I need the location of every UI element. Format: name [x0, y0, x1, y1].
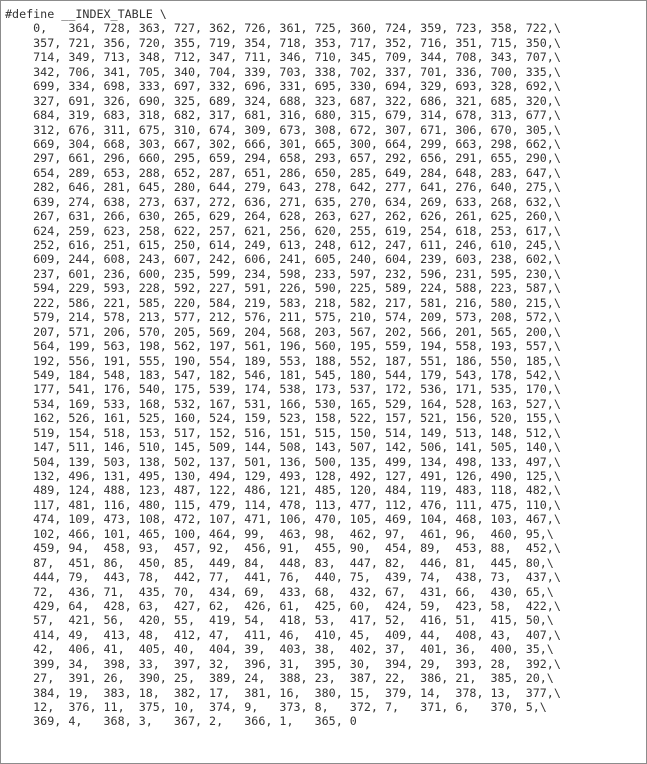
code-line: 132, 496, 131, 495, 130, 494, 129, 493, 128, 492, 127, 491, 126, 490, 125,\: [5, 469, 561, 483]
code-line: 207, 571, 206, 570, 205, 569, 204, 568, 203, 567, 202, 566, 201, 565, 200,\: [5, 324, 561, 339]
code-line: 87, 451, 86, 450, 85, 449, 84, 448, 83, 447, 82, 446, 81, 445, 80,\: [5, 555, 554, 570]
code-line: 162, 526, 161, 525, 160, 524, 159, 523, 158, 522, 157, 521, 156, 520, 155,\: [5, 411, 561, 426]
code-line: 12, 376, 11, 375, 10, 374, 9, 373, 8, 372, 7, 371, 6, 370, 5,\: [5, 700, 547, 714]
code-line: 252, 616, 251, 615, 250, 614, 249, 613, 248, 612, 247, 611, 246, 610, 245,\: [5, 238, 561, 252]
code-line: 0, 364, 728, 363, 727, 362, 726, 361, 725, 360, 724, 359, 723, 358, 722,\: [5, 21, 561, 36]
code-line: 312, 676, 311, 675, 310, 674, 309, 673, 308, 672, 307, 671, 306, 670, 305,\: [5, 122, 561, 137]
code-line: 102, 466, 101, 465, 100, 464, 99, 463, 98, 462, 97, 461, 96, 460, 95,\: [5, 526, 554, 541]
code-line: 489, 124, 488, 123, 487, 122, 486, 121, 485, 120, 484, 119, 483, 118, 482,\: [5, 483, 561, 498]
code-line: 669, 304, 668, 303, 667, 302, 666, 301, 665, 300, 664, 299, 663, 298, 662,\: [5, 136, 561, 151]
code-line: 474, 109, 473, 108, 472, 107, 471, 106, 470, 105, 469, 104, 468, 103, 467,\: [5, 512, 561, 527]
code-line: 534, 169, 533, 168, 532, 167, 531, 166, 530, 165, 529, 164, 528, 163, 527,\: [5, 396, 561, 411]
code-line: 327, 691, 326, 690, 325, 689, 324, 688, 323, 687, 322, 686, 321, 685, 320,\: [5, 93, 561, 108]
code-line: 27, 391, 26, 390, 25, 389, 24, 388, 23, 387, 22, 386, 21, 385, 20,\: [5, 671, 554, 686]
code-line: 177, 541, 176, 540, 175, 539, 174, 538, 173, 537, 172, 536, 171, 535, 170,\: [5, 382, 561, 397]
code-line: 72, 436, 71, 435, 70, 434, 69, 433, 68, 432, 67, 431, 66, 430, 65,\: [5, 584, 554, 599]
code-line: 459, 94, 458, 93, 457, 92, 456, 91, 455, 90, 454, 89, 453, 88, 452,\: [5, 541, 561, 556]
code-line: 237, 601, 236, 600, 235, 599, 234, 598, 233, 597, 232, 596, 231, 595, 230,\: [5, 266, 561, 281]
code-line: 504, 139, 503, 138, 502, 137, 501, 136, 500, 135, 499, 134, 498, 133, 497,\: [5, 454, 561, 469]
code-line: 117, 481, 116, 480, 115, 479, 114, 478, 113, 477, 112, 476, 111, 475, 110,\: [5, 497, 561, 512]
code-line: 222, 586, 221, 585, 220, 584, 219, 583, 218, 582, 217, 581, 216, 580, 215,\: [5, 295, 561, 310]
code-line: 519, 154, 518, 153, 517, 152, 516, 151, 515, 150, 514, 149, 513, 148, 512,\: [5, 425, 561, 440]
code-line: 399, 34, 398, 33, 397, 32, 396, 31, 395, 30, 394, 29, 393, 28, 392,\: [5, 656, 561, 671]
code-line: 609, 244, 608, 243, 607, 242, 606, 241, 605, 240, 604, 239, 603, 238, 602,\: [5, 252, 561, 267]
code-line: 192, 556, 191, 555, 190, 554, 189, 553, 188, 552, 187, 551, 186, 550, 185,\: [5, 353, 561, 368]
code-line: 147, 511, 146, 510, 145, 509, 144, 508, 143, 507, 142, 506, 141, 505, 140,\: [5, 440, 561, 455]
code-line: 384, 19, 383, 18, 382, 17, 381, 16, 380, 15, 379, 14, 378, 13, 377,\: [5, 685, 561, 700]
code-line: 414, 49, 413, 48, 412, 47, 411, 46, 410, 45, 409, 44, 408, 43, 407,\: [5, 627, 561, 642]
code-line: 267, 631, 266, 630, 265, 629, 264, 628, 263, 627, 262, 626, 261, 625, 260,\: [5, 209, 561, 224]
code-line: 579, 214, 578, 213, 577, 212, 576, 211, 575, 210, 574, 209, 573, 208, 572,\: [5, 310, 561, 325]
code-line: 444, 79, 443, 78, 442, 77, 441, 76, 440, 75, 439, 74, 438, 73, 437,\: [5, 570, 561, 585]
define-directive-line: #define __INDEX_TABLE \: [5, 7, 167, 21]
code-line: 564, 199, 563, 198, 562, 197, 561, 196, 560, 195, 559, 194, 558, 193, 557,\: [5, 339, 561, 354]
code-line: 639, 274, 638, 273, 637, 272, 636, 271, 635, 270, 634, 269, 633, 268, 632,\: [5, 194, 561, 209]
code-line: 42, 406, 41, 405, 40, 404, 39, 403, 38, 402, 37, 401, 36, 400, 35,\: [5, 642, 554, 657]
code-line: 624, 259, 623, 258, 622, 257, 621, 256, 620, 255, 619, 254, 618, 253, 617,\: [5, 223, 561, 238]
code-line: 699, 334, 698, 333, 697, 332, 696, 331, 695, 330, 694, 329, 693, 328, 692,\: [5, 79, 561, 94]
code-line: 282, 646, 281, 645, 280, 644, 279, 643, 278, 642, 277, 641, 276, 640, 275,\: [5, 180, 561, 195]
code-line: 357, 721, 356, 720, 355, 719, 354, 718, 353, 717, 352, 716, 351, 715, 350,\: [5, 35, 561, 50]
code-line: 342, 706, 341, 705, 340, 704, 339, 703, 338, 702, 337, 701, 336, 700, 335,\: [5, 64, 561, 79]
code-line: 57, 421, 56, 420, 55, 419, 54, 418, 53, 417, 52, 416, 51, 415, 50,\: [5, 613, 554, 628]
code-line: 549, 184, 548, 183, 547, 182, 546, 181, 545, 180, 544, 179, 543, 178, 542,\: [5, 367, 561, 382]
code-line: 714, 349, 713, 348, 712, 347, 711, 346, 710, 345, 709, 344, 708, 343, 707,\: [5, 50, 561, 65]
code-line: 369, 4, 368, 3, 367, 2, 366, 1, 365, 0: [5, 714, 357, 729]
code-line: 654, 289, 653, 288, 652, 287, 651, 286, 650, 285, 649, 284, 648, 283, 647,\: [5, 165, 561, 180]
code-line: 594, 229, 593, 228, 592, 227, 591, 226, 590, 225, 589, 224, 588, 223, 587,\: [5, 281, 561, 296]
source-code-block: [1, 1, 646, 729]
code-line: 429, 64, 428, 63, 427, 62, 426, 61, 425, 60, 424, 59, 423, 58, 422,\: [5, 598, 561, 613]
code-line: 297, 661, 296, 660, 295, 659, 294, 658, 293, 657, 292, 656, 291, 655, 290,\: [5, 151, 561, 166]
code-line: 684, 319, 683, 318, 682, 317, 681, 316, 680, 315, 679, 314, 678, 313, 677,\: [5, 108, 561, 123]
